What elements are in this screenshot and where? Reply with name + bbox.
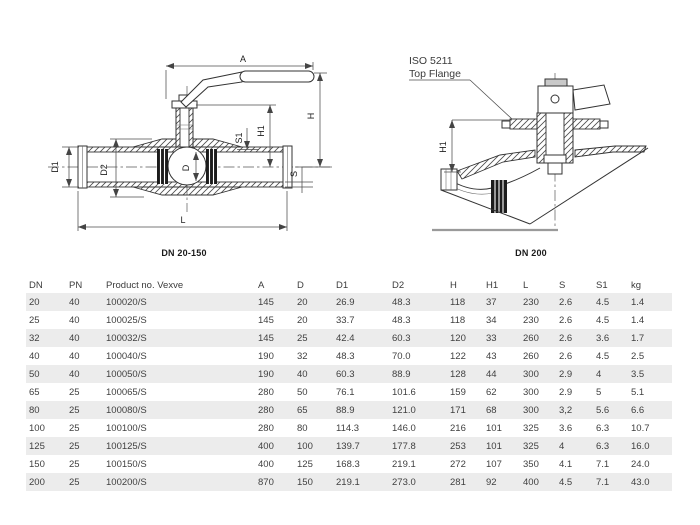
caption-dn200: DN 200 <box>515 248 547 258</box>
table-cell: 40 <box>29 350 40 362</box>
table-cell: 159 <box>450 386 466 398</box>
table-cell: 870 <box>255 473 294 491</box>
table-cell: 1.4 <box>628 293 672 311</box>
table-cell: 120 <box>447 329 483 347</box>
table-cell: 20 <box>26 293 66 311</box>
col-header-d2: D2 <box>392 279 405 291</box>
table-cell: 145 <box>255 329 294 347</box>
table-cell: 125 <box>26 437 66 455</box>
table-row <box>26 329 672 347</box>
table-cell: 40 <box>69 350 80 362</box>
dim-label-d1: D1 <box>50 161 60 173</box>
table-row <box>26 347 672 365</box>
dim-label-d: D <box>181 164 191 172</box>
table-cell: 190 <box>258 350 274 362</box>
table-cell: 60.3 <box>333 365 389 383</box>
table-cell: 145 <box>258 314 274 326</box>
iso5211-annotation <box>409 55 512 119</box>
table-cell: 219.1 <box>392 458 416 470</box>
table-cell: 121.0 <box>389 401 447 419</box>
table-cell: 230 <box>520 293 556 311</box>
table-cell: 107 <box>486 458 502 470</box>
dimension-h <box>295 73 330 167</box>
table-cell: 43.0 <box>628 473 672 491</box>
dim-label-s1: S1 <box>234 132 244 144</box>
table-cell: 50 <box>26 365 66 383</box>
table-cell: 101.6 <box>392 386 416 398</box>
table-cell: 4.5 <box>556 473 593 491</box>
table-cell: 76.1 <box>336 386 355 398</box>
table-cell: 3,2 <box>556 401 593 419</box>
table-cell: 25 <box>69 386 80 398</box>
table-cell: 88.9 <box>333 401 389 419</box>
table-cell: 219.1 <box>333 473 389 491</box>
table-cell: 101 <box>483 437 520 455</box>
iso5211-label-line2: Top Flange <box>409 68 461 80</box>
caption-dn20-150: DN 20-150 <box>161 248 207 258</box>
table-cell: 2.6 <box>559 350 573 362</box>
table-cell: 25 <box>66 401 103 419</box>
table-cell: 168.3 <box>336 458 360 470</box>
table-cell: 4.5 <box>596 350 610 362</box>
table-cell: 230 <box>523 314 539 326</box>
seat-stack <box>491 180 507 213</box>
table-cell: 25 <box>69 422 80 434</box>
table-cell: 100040/S <box>106 350 147 362</box>
table-cell: 2.6 <box>559 314 573 326</box>
table-cell: 68 <box>483 401 520 419</box>
table-cell: 100100/S <box>106 422 147 434</box>
dim-label-l: L <box>180 215 186 225</box>
table-cell: 100025/S <box>106 314 147 326</box>
table-cell: 177.8 <box>389 437 447 455</box>
table-cell: 20 <box>294 293 333 311</box>
table-cell: 100032/S <box>103 329 255 347</box>
table-row <box>26 311 672 329</box>
table-row <box>26 383 672 401</box>
body-shell-right <box>575 146 646 157</box>
iso5211-label-line1: ISO 5211 <box>409 55 453 67</box>
table-cell: 146.0 <box>392 422 416 434</box>
table-cell: 16.0 <box>628 437 672 455</box>
table-cell: 260 <box>520 329 556 347</box>
col-header-s: S <box>559 279 566 291</box>
leader-line <box>470 80 512 119</box>
table-cell: 42.4 <box>333 329 389 347</box>
table-cell: 65 <box>294 401 333 419</box>
dimension-l <box>78 191 287 231</box>
table-cell: 114.3 <box>336 422 360 434</box>
table-cell: 40 <box>66 365 103 383</box>
table-cell: 150 <box>29 458 45 470</box>
table-cell: 70.0 <box>392 350 411 362</box>
table-cell: 280 <box>258 386 274 398</box>
table-cell: 2.5 <box>631 350 645 362</box>
table-cell: 6.3 <box>596 422 610 434</box>
table-cell: 101 <box>486 422 502 434</box>
table-cell: 88.9 <box>389 365 447 383</box>
table-cell: 50 <box>297 386 308 398</box>
table-cell: 43 <box>486 350 497 362</box>
dim-label-h1: H1 <box>256 125 266 137</box>
table-cell: 400 <box>258 458 274 470</box>
actuator-hole <box>551 95 559 103</box>
table-cell: 100125/S <box>103 437 255 455</box>
table-cell: 272 <box>450 458 466 470</box>
table-row <box>26 455 672 473</box>
table-cell: 260 <box>523 350 539 362</box>
table-cell: 300 <box>520 365 556 383</box>
table-cell: 6.6 <box>628 401 672 419</box>
table-cell: 4 <box>593 365 628 383</box>
table-cell: 100080/S <box>103 401 255 419</box>
table-cell: 60.3 <box>389 329 447 347</box>
table-cell: 325 <box>523 422 539 434</box>
valve-section-dn20-150 <box>48 54 332 258</box>
col-header-h: H <box>450 279 457 291</box>
table-cell: 100 <box>29 422 45 434</box>
table-cell: 80 <box>297 422 308 434</box>
table-cell: 32 <box>26 329 66 347</box>
table-cell: 25 <box>294 329 333 347</box>
perspective-edge-left <box>441 190 530 224</box>
table-cell: 100020/S <box>103 293 255 311</box>
table-cell: 48.3 <box>389 293 447 311</box>
top-flange-left <box>510 119 538 129</box>
table-cell: 2.9 <box>556 365 593 383</box>
col-header-d: D <box>297 279 304 291</box>
table-cell: 4 <box>556 437 593 455</box>
col-header-kg: kg <box>631 279 642 291</box>
table-cell: 4.5 <box>593 293 628 311</box>
dim-label-h1-dn200: H1 <box>438 141 448 153</box>
col-header-h1: H1 <box>486 279 499 291</box>
table-cell: 100065/S <box>106 386 147 398</box>
table-cell: 3.5 <box>628 365 672 383</box>
table-cell: 7.1 <box>593 473 628 491</box>
valve-body-bottom <box>133 187 242 195</box>
valve-handle <box>181 71 314 107</box>
col-header-d1: D1 <box>336 279 349 291</box>
table-cell: 118 <box>447 293 483 311</box>
table-cell: 6.3 <box>593 437 628 455</box>
dim-label-d2: D2 <box>99 164 109 176</box>
table-cell: 5.1 <box>631 386 645 398</box>
table-cell: 40 <box>66 329 103 347</box>
table-cell: 2.6 <box>556 293 593 311</box>
table-row <box>26 473 672 491</box>
table-cell: 4.5 <box>596 314 610 326</box>
table-cell: 48.3 <box>392 314 411 326</box>
table-cell: 26.9 <box>333 293 389 311</box>
table-cell: 65 <box>29 386 40 398</box>
table-cell: 118 <box>450 314 466 326</box>
table-cell: 280 <box>255 401 294 419</box>
table-cell: 33 <box>483 329 520 347</box>
table-cell: 7.1 <box>596 458 610 470</box>
table-cell: 48.3 <box>336 350 355 362</box>
table-cell: 37 <box>483 293 520 311</box>
actuator-lever <box>573 85 610 110</box>
table-cell: 44 <box>483 365 520 383</box>
table-cell: 100050/S <box>103 365 255 383</box>
table-cell: 40 <box>69 314 80 326</box>
table-cell: 3.6 <box>559 422 573 434</box>
valve-seat-left <box>157 149 168 184</box>
handle-grip <box>240 71 314 82</box>
table-cell: 10.7 <box>631 422 650 434</box>
table-cell: 400 <box>520 473 556 491</box>
table-cell: 190 <box>255 365 294 383</box>
valve-section-dn200 <box>409 55 648 258</box>
table-cell: 300 <box>520 401 556 419</box>
table-row <box>26 293 672 311</box>
table-cell: 400 <box>255 437 294 455</box>
table-cell: 2.9 <box>559 386 573 398</box>
table-cell: 281 <box>447 473 483 491</box>
table-cell: 300 <box>523 386 539 398</box>
col-header-product-no: Product no. Vexve <box>106 279 184 291</box>
table-cell: 122 <box>450 350 466 362</box>
table-cell: 2.6 <box>556 329 593 347</box>
table-cell: 20 <box>297 314 308 326</box>
table-cell: 80 <box>26 401 66 419</box>
table-cell: 100200/S <box>103 473 255 491</box>
col-header-dn: DN <box>29 279 43 291</box>
body-shell-left <box>457 150 535 179</box>
table-cell: 32 <box>297 350 308 362</box>
dim-label-h: H <box>306 112 316 120</box>
table-cell: 100150/S <box>106 458 147 470</box>
table-header-row <box>26 277 672 293</box>
dim-label-s: S <box>289 170 299 178</box>
dimension-table <box>26 277 672 491</box>
table-cell: 25 <box>66 473 103 491</box>
table-cell: 4.1 <box>559 458 573 470</box>
table-cell: 3.6 <box>593 329 628 347</box>
table-cell: 40 <box>294 365 333 383</box>
table-cell: 150 <box>294 473 333 491</box>
table-cell: 145 <box>255 293 294 311</box>
table-cell: 1.4 <box>631 314 645 326</box>
table-cell: 350 <box>523 458 539 470</box>
table-cell: 253 <box>447 437 483 455</box>
table-cell: 34 <box>486 314 497 326</box>
table-row <box>26 437 672 455</box>
table-row <box>26 365 672 383</box>
table-cell: 25 <box>29 314 40 326</box>
table-cell: 25 <box>69 458 80 470</box>
table-row <box>26 419 672 437</box>
table-cell: 280 <box>258 422 274 434</box>
valve-seat-right <box>206 149 217 184</box>
table-cell: 92 <box>483 473 520 491</box>
stem-column <box>537 113 573 174</box>
table-cell: 40 <box>66 293 103 311</box>
col-header-pn: PN <box>69 279 83 291</box>
table-row <box>26 401 672 419</box>
table-cell: 200 <box>26 473 66 491</box>
table-cell: 5 <box>596 386 602 398</box>
table-cell: 33.7 <box>336 314 355 326</box>
table-cell: 139.7 <box>333 437 389 455</box>
table-cell: 273.0 <box>389 473 447 491</box>
table-cell: 216 <box>450 422 466 434</box>
table-cell: 1.7 <box>628 329 672 347</box>
table-cell: 100 <box>294 437 333 455</box>
col-header-s1: S1 <box>596 279 608 291</box>
table-cell: 25 <box>66 437 103 455</box>
table-cell: 171 <box>447 401 483 419</box>
col-header-a: A <box>258 279 265 291</box>
col-header-l: L <box>523 279 529 291</box>
dim-label-a: A <box>239 54 247 64</box>
table-cell: 5.6 <box>593 401 628 419</box>
actuator-cap <box>545 79 567 86</box>
table-cell: 62 <box>486 386 497 398</box>
top-flange-right <box>573 119 600 129</box>
table-cell: 125 <box>297 458 313 470</box>
table-cell: 24.0 <box>631 458 650 470</box>
table-cell: 325 <box>520 437 556 455</box>
table-cell: 128 <box>447 365 483 383</box>
